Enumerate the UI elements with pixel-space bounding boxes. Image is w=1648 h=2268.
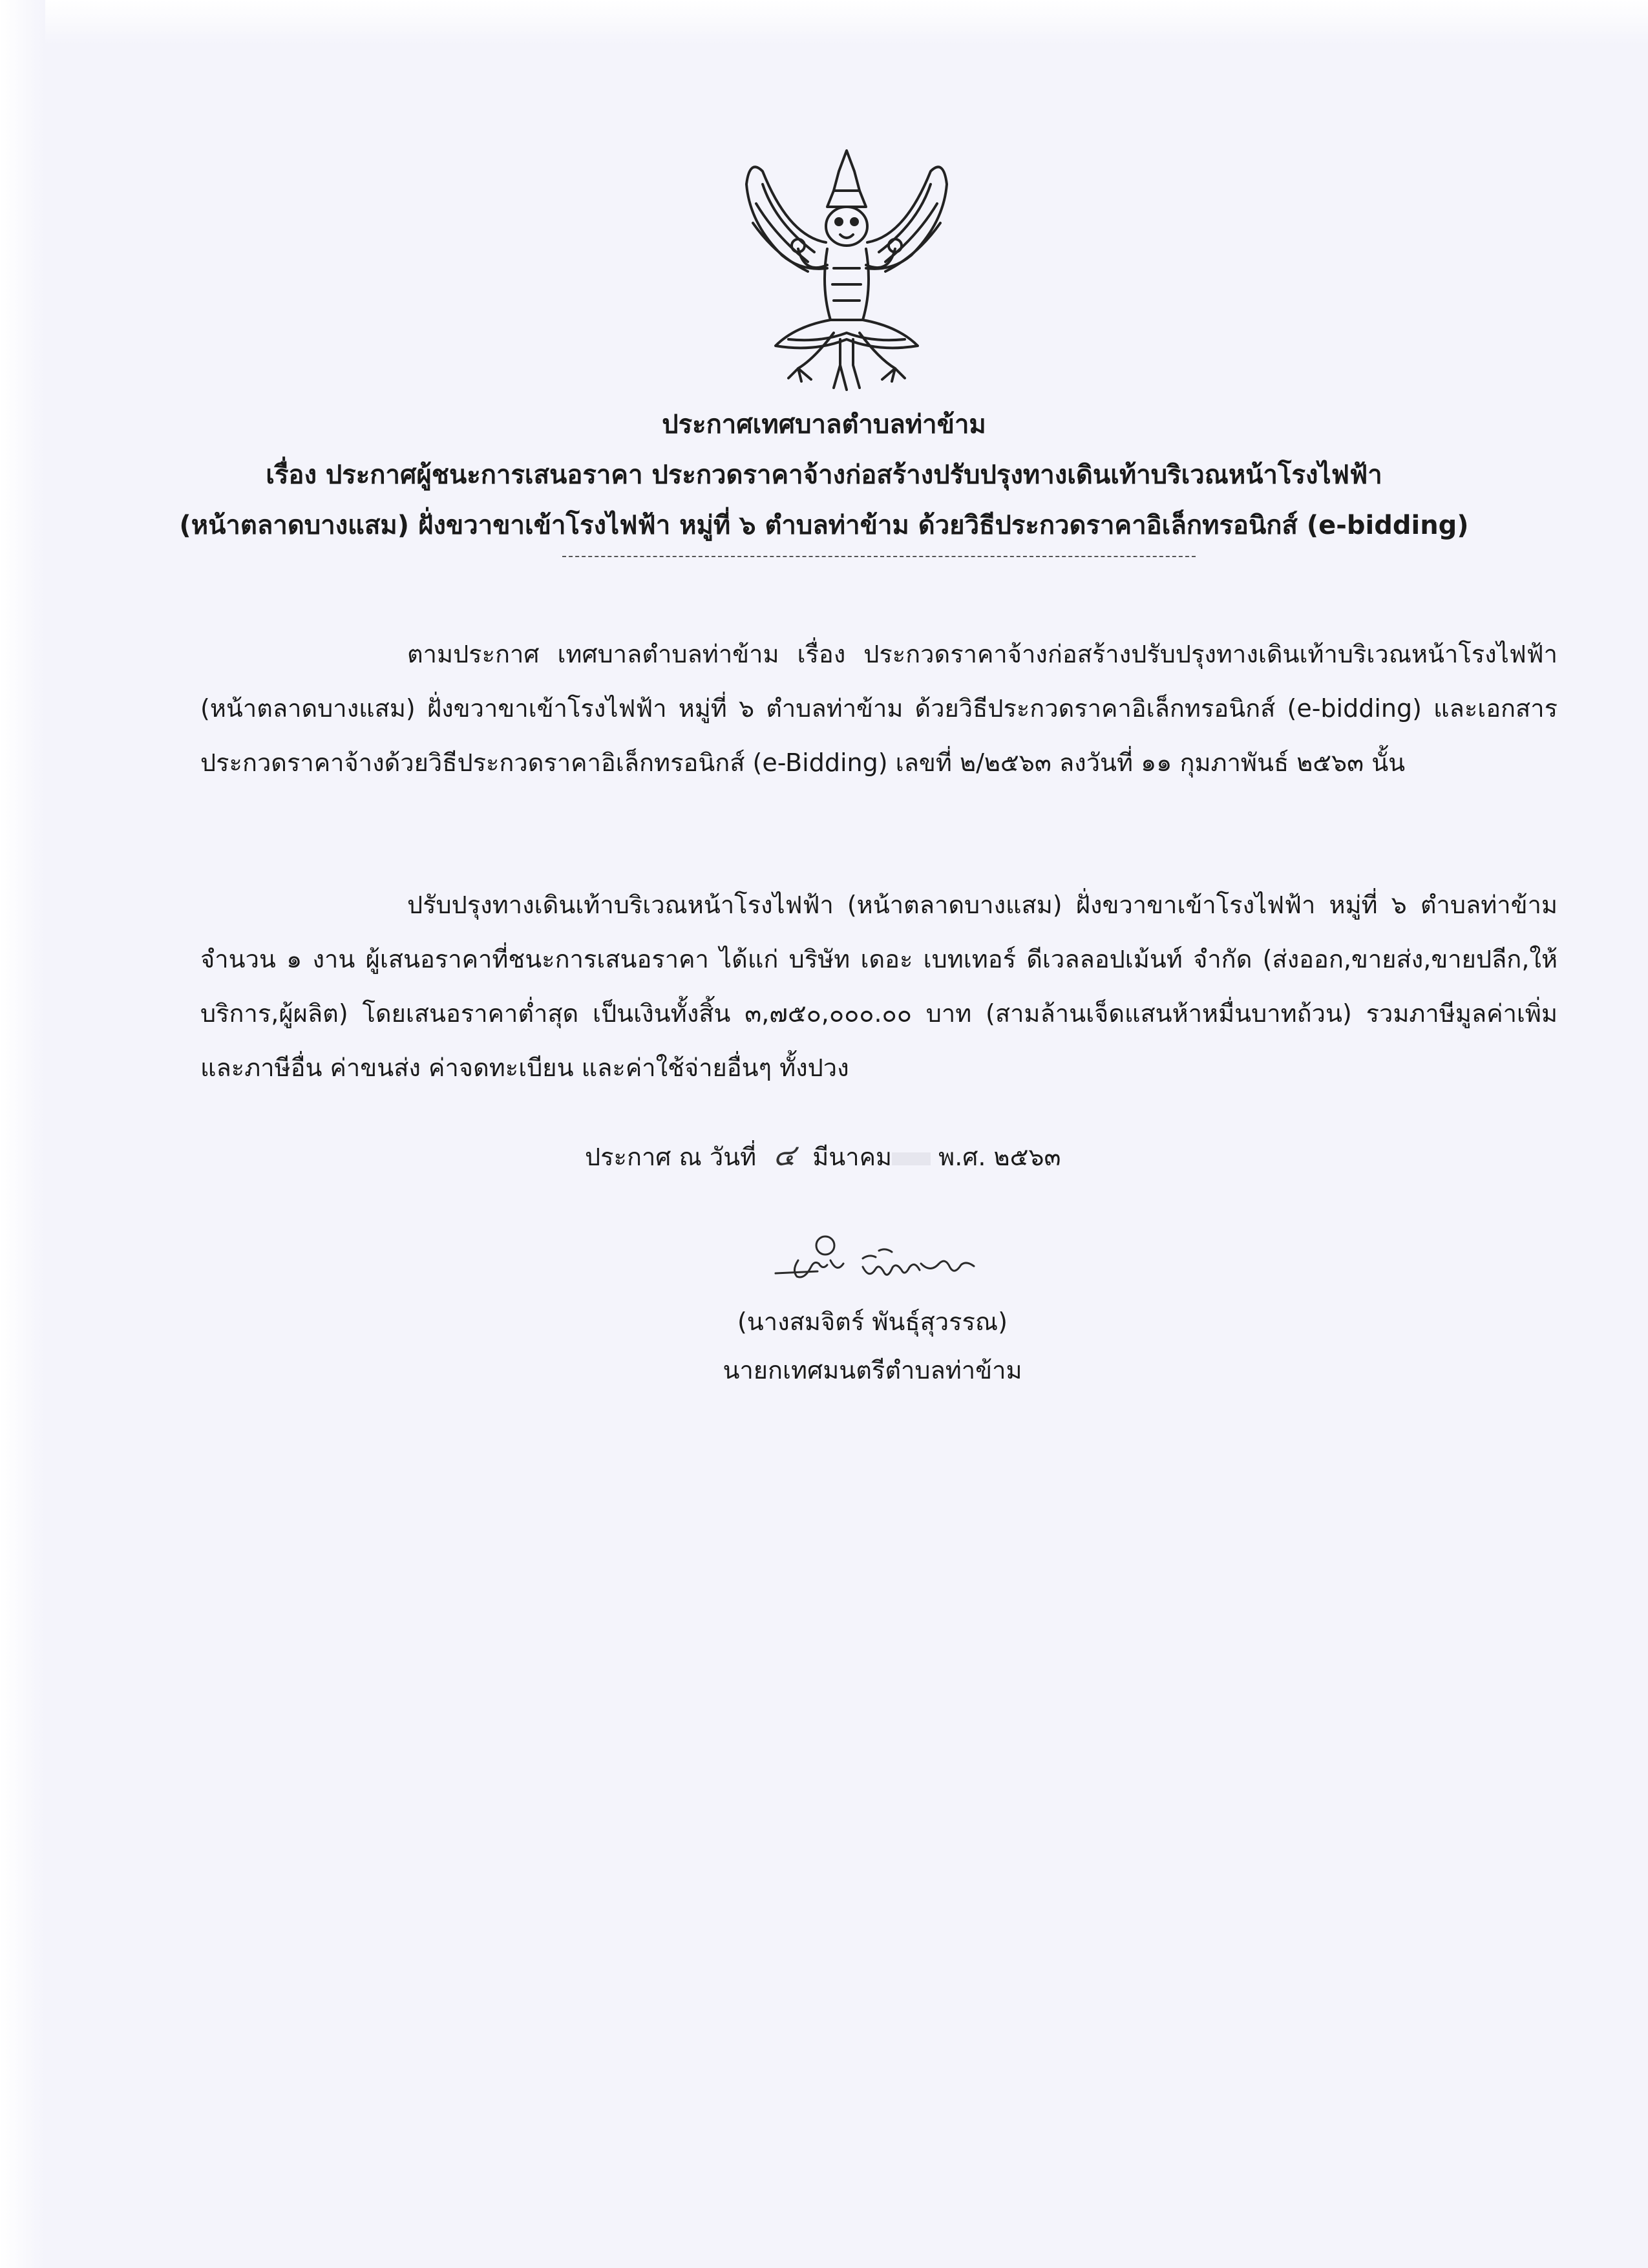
header-rule-text — [562, 544, 1196, 546]
date-day-handwritten: ๔ — [773, 1138, 796, 1172]
handwritten-signature — [772, 1225, 992, 1296]
signer-name: (นางสมจิตร์ พันธุ์สุวรรณ) — [737, 1308, 1008, 1336]
header-divider — [562, 556, 1196, 557]
body-paragraph-2: ปรับปรุงทางเดินเท้าบริเวณหน้าโรงไฟฟ้า (หน้าตลาดบางแสม) ฝั่งขวาขาเข้าโรงไฟฟ้า หมู่ที่ ๖ ตำบลท่าข้าม จำนวน ๑ งาน ผู้เสนอราคาที่ชนะการเสนอราคา ได้แก่ บริษัท เดอะ เบทเทอร์ ดีเวลลอปเม้นท์ จำกัด (ส่งออก,ขายส่ง,ขายปลีก,ให้บริการ,ผู้ผลิต) โดยเสนอราคาต่ำสุด เป็นเงินทั้งสิ้น ๓,๗๕๐,๐๐๐.๐๐ บาท (สามล้านเจ็ดแสนห้าหมื่นบาทถ้วน) รวมภาษีมูลค่าเพิ่มและภาษีอื่น ค่าขนส่ง ค่าจดทะเบียน และค่าใช้จ่ายอื่นๆ ทั้งปวง — [200, 891, 1558, 1082]
announcement-subject: เรื่อง ประกาศผู้ชนะการเสนอราคา ประกวดราคาจ้างก่อสร้างปรับปรุงทางเดินเท้าบริเวณหน้าโรงไฟฟ้า — [266, 460, 1382, 490]
date-month: มีนาคม — [812, 1143, 893, 1171]
announcement-subject-continued: (หน้าตลาดบางแสม) ฝั่งขวาขาเข้าโรงไฟฟ้า หมู่ที่ ๖ ตำบลท่าข้าม ด้วยวิธีประกวดราคาอิเล็กทรอนิกส์ (e-bidding) — [179, 511, 1469, 540]
signer-position: นายกเทศมนตรีตำบลท่าข้าม — [723, 1356, 1022, 1384]
date-year: พ.ศ. ๒๕๖๓ — [938, 1143, 1061, 1171]
correction-blot — [892, 1152, 931, 1165]
body-paragraph-1: ตามประกาศ เทศบาลตำบลท่าข้าม เรื่อง ประกวดราคาจ้างก่อสร้างปรับปรุงทางเดินเท้าบริเวณหน้าโรงไฟฟ้า (หน้าตลาดบางแสม) ฝั่งขวาขาเข้าโรงไฟฟ้า หมู่ที่ ๖ ตำบลท่าข้าม ด้วยวิธีประกวดราคาอิเล็กทรอนิกส์ (e-bidding) และเอกสารประกวดราคาจ้างด้วยวิธีประกวดราคาอิเล็กทรอนิกส์ (e-Bidding) เลขที่ ๒/๒๕๖๓ ลงวันที่ ๑๑ กุมภาพันธ์ ๒๕๖๓ นั้น — [200, 640, 1558, 777]
date-prefix: ประกาศ ณ วันที่ — [585, 1143, 757, 1171]
announcement-title: ประกาศเทศบาลตำบลท่าข้าม — [662, 410, 986, 440]
announcement-date — [585, 1132, 1061, 1180]
garuda-emblem-icon — [737, 145, 956, 394]
